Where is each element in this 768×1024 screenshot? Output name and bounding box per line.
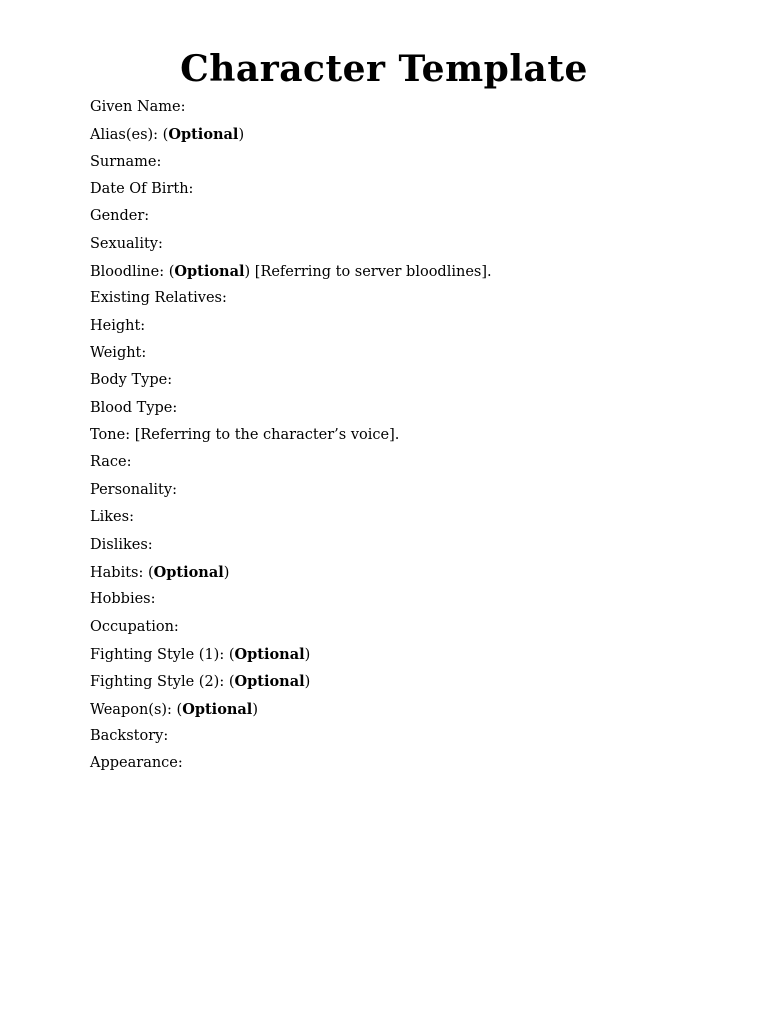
field-label: Race: (90, 454, 132, 471)
optional-close-paren: ) (244, 264, 251, 281)
template-field (90, 149, 730, 176)
field-label: Body Type: (90, 372, 173, 389)
field-note: [Referring to server bloodlines]. (250, 264, 492, 281)
template-field (90, 614, 730, 641)
field-label: Height: (90, 317, 146, 334)
optional-close-paren: ) (252, 701, 258, 718)
field-label: Occupation: (90, 618, 179, 635)
template-field (90, 340, 730, 367)
page-title: Character Template (180, 48, 588, 90)
optional-open-paren: ( (147, 564, 154, 581)
field-label: Existing Relatives: (90, 290, 227, 307)
optional-open-paren: ( (228, 646, 235, 663)
template-field (90, 668, 730, 695)
field-label: Blood Type: (90, 399, 178, 416)
optional-tag: Optional (168, 126, 239, 144)
template-field (90, 422, 730, 449)
field-label: Alias(es): (90, 127, 163, 144)
field-label: Sexuality: (90, 235, 163, 252)
field-label: Personality: (90, 481, 177, 498)
optional-tag: Optional (182, 700, 253, 718)
optional-tag: Optional (234, 645, 305, 663)
optional-close-paren: ) (304, 674, 311, 691)
optional-tag: Optional (153, 563, 224, 581)
field-label: Habits: (90, 564, 148, 581)
field-label: Bloodline: (90, 264, 169, 281)
field-label: Fighting Style (1): (90, 646, 229, 663)
field-label: Given Name: (90, 99, 186, 115)
template-field (90, 367, 730, 394)
optional-tag: Optional (234, 673, 305, 691)
template-field (90, 203, 730, 230)
template-field (90, 477, 730, 504)
template-field (90, 696, 730, 723)
template-field (90, 504, 730, 531)
field-label: Backstory: (90, 727, 169, 744)
template-field (90, 258, 730, 285)
optional-tag: Optional (174, 263, 245, 281)
field-label: Weight: (90, 345, 147, 362)
template-field (90, 750, 730, 777)
template-field (90, 94, 730, 121)
optional-open-paren: ( (162, 127, 169, 144)
template-field (90, 121, 730, 148)
template-field (90, 395, 730, 422)
field-label: Likes: (90, 509, 134, 526)
optional-close-paren: ) (238, 127, 245, 144)
template-field (90, 559, 730, 586)
field-label: Fighting Style (2): (90, 674, 229, 691)
field-label: Appearance: (90, 755, 183, 772)
optional-open-paren: ( (168, 264, 175, 281)
template-field (90, 586, 730, 613)
template-field (90, 723, 730, 750)
template-field (90, 449, 730, 476)
optional-open-paren: ( (176, 701, 183, 718)
optional-open-paren: ( (228, 674, 235, 691)
template-field (90, 641, 730, 668)
field-list (90, 94, 730, 778)
template-field (90, 313, 730, 340)
optional-close-paren: ) (223, 564, 230, 581)
field-label: Date Of Birth: (90, 181, 194, 198)
template-field (90, 285, 730, 312)
field-label: Tone: [Referring to the character’s voice]. (90, 427, 400, 444)
template-field (90, 532, 730, 559)
field-label: Dislikes: (90, 536, 153, 553)
template-field (90, 231, 730, 258)
field-label: Surname: (90, 153, 162, 170)
optional-close-paren: ) (304, 646, 311, 663)
field-label: Gender: (90, 208, 150, 225)
field-label: Weapon(s): (90, 701, 177, 718)
field-label: Hobbies: (90, 591, 156, 608)
template-field (90, 176, 730, 203)
